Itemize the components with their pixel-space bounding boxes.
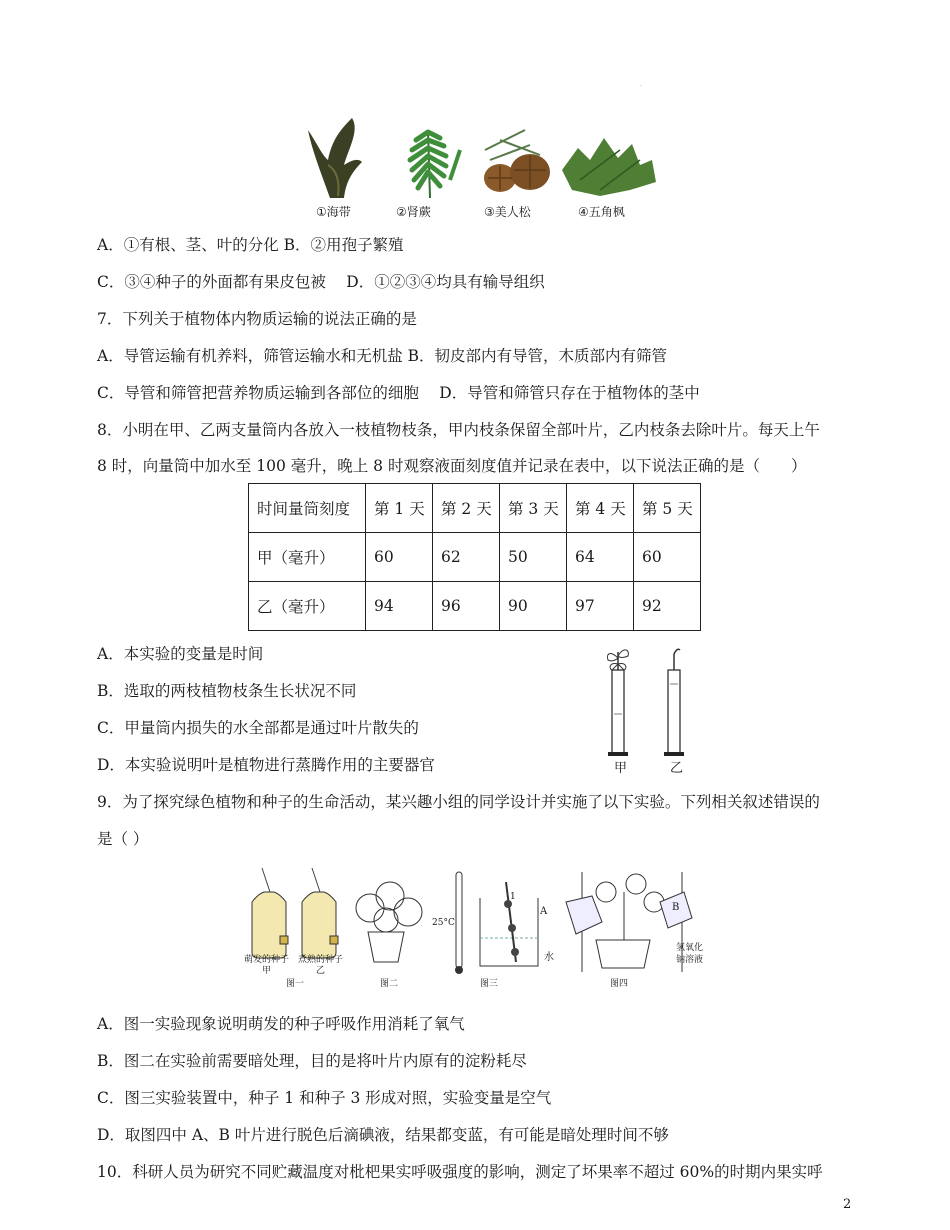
table-header-cell: 第 3 天 bbox=[500, 484, 567, 533]
pine-image bbox=[484, 130, 550, 192]
cylinder-figure bbox=[596, 644, 706, 774]
table-header-cell: 第 2 天 bbox=[433, 484, 500, 533]
q7-stem: 7．下列关于植物体内物质运输的说法正确的是 bbox=[97, 310, 417, 328]
caption-fig4: 图四 bbox=[610, 979, 629, 989]
label-temperature: 25°C bbox=[432, 918, 455, 928]
q8-data-table bbox=[248, 483, 701, 631]
q9-stem-line1: 9．为了探究绿色植物和种子的生命活动，某兴趣小组的同学设计并实施了以下实验。下列相关叙述错误的 bbox=[97, 793, 820, 811]
table-row bbox=[249, 582, 701, 631]
plant-label-kelp: ①海带 bbox=[316, 205, 351, 219]
q7-options-ab: A．导管运输有机养料，筛管运输水和无机盐 B．韧皮部内有导管，木质部内有筛管 bbox=[97, 347, 668, 365]
table-cell: 50 bbox=[500, 533, 567, 582]
label-seed-number: 1 bbox=[510, 892, 516, 902]
q9-option-a: A．图一实验现象说明萌发的种子呼吸作用消耗了氧气 bbox=[97, 1015, 465, 1033]
maple-image bbox=[562, 138, 656, 196]
label-jia: 甲 bbox=[262, 966, 272, 976]
label-leaf-b: B bbox=[672, 902, 680, 913]
table-cell: 97 bbox=[567, 582, 634, 631]
q8-option-c: C．甲量筒内损失的水全部都是通过叶片散失的 bbox=[97, 719, 419, 737]
q9-option-c: C．图三实验装置中，种子 1 和种子 3 形成对照，实验变量是空气 bbox=[97, 1089, 552, 1107]
cylinder-label-jia: 甲 bbox=[614, 761, 628, 776]
table-cell: 64 bbox=[567, 533, 634, 582]
q9-option-d: D．取图四中 A、B 叶片进行脱色后滴碘液，结果都变蓝，有可能是暗处理时间不够 bbox=[97, 1126, 669, 1144]
label-yi: 乙 bbox=[316, 966, 326, 976]
cylinder-label-yi: 乙 bbox=[670, 761, 684, 776]
q7-options-cd: C．导管和筛管把营养物质运输到各部位的细胞 D．导管和筛管只存在于植物体的茎中 bbox=[97, 384, 700, 402]
q6-options-cd: C．③④种子的外面都有果皮包被 D．①②③④均具有输导组织 bbox=[97, 273, 545, 291]
q8-option-a: A．本实验的变量是时间 bbox=[97, 645, 264, 663]
fig2-plant bbox=[356, 882, 422, 962]
caption-fig2: 图二 bbox=[380, 979, 399, 989]
kelp-image bbox=[308, 118, 362, 198]
page-number: 2 bbox=[843, 1197, 852, 1212]
label-naoh-2: 钠溶液 bbox=[676, 955, 704, 965]
plant-label-pine: ③美人松 bbox=[484, 205, 531, 219]
experiment-figure bbox=[240, 862, 710, 990]
cylinder-illustration bbox=[596, 644, 706, 774]
table-header-cell: 第 1 天 bbox=[366, 484, 433, 533]
caption-fig1: 图一 bbox=[286, 979, 305, 989]
label-leaf-a: A bbox=[540, 906, 548, 917]
fig1-jars bbox=[252, 868, 338, 958]
q9-stem-line2: 是（ ） bbox=[97, 830, 149, 848]
plant-label-maple: ④五角枫 bbox=[578, 205, 625, 219]
table-row bbox=[249, 533, 701, 582]
table-header-cell: 第 5 天 bbox=[634, 484, 701, 533]
caption-fig3: 图三 bbox=[480, 979, 499, 989]
table-cell: 60 bbox=[634, 533, 701, 582]
table-cell: 60 bbox=[366, 533, 433, 582]
table-cell: 62 bbox=[433, 533, 500, 582]
label-germinating-seeds: 萌发的种子 bbox=[244, 955, 290, 965]
table-cell: 90 bbox=[500, 582, 567, 631]
table-row-label: 乙（毫升） bbox=[249, 582, 366, 631]
q8-stem-line2: 8 时，向量筒中加水至 100 毫升，晚上 8 时观察液面刻度值并记录在表中，以下说法正确的是（ ） bbox=[97, 457, 807, 475]
label-naoh-1: 氢氧化 bbox=[676, 943, 704, 953]
table-cell: 94 bbox=[366, 582, 433, 631]
table-header-row bbox=[249, 484, 701, 533]
table-row-label: 甲（毫升） bbox=[249, 533, 366, 582]
stray-dot: · bbox=[640, 83, 642, 90]
q6-options-ab: A．①有根、茎、叶的分化 B．②用孢子繁殖 bbox=[97, 236, 404, 254]
q8-option-b: B．选取的两枝植物枝条生长状况不同 bbox=[97, 682, 357, 700]
q8-stem-line1: 8．小明在甲、乙两支量筒内各放入一枝植物枝条，甲内枝条保留全部叶片，乙内枝条去除叶片。每天上午 bbox=[97, 421, 820, 439]
label-cooked-seeds: 煮熟的种子 bbox=[298, 955, 344, 965]
table-cell: 96 bbox=[433, 582, 500, 631]
table-cell: 92 bbox=[634, 582, 701, 631]
plants-figure bbox=[300, 110, 660, 225]
fig3-apparatus bbox=[455, 872, 538, 974]
table-header-cell: 时间量筒刻度 bbox=[249, 484, 366, 533]
q10-stem-line1: 10．科研人员为研究不同贮藏温度对枇杷果实呼吸强度的影响，测定了坏果率不超过 60%的时期内果实呼 bbox=[97, 1163, 823, 1181]
q8-option-d: D．本实验说明叶是植物进行蒸腾作用的主要器官 bbox=[97, 756, 435, 774]
plants-illustration bbox=[300, 110, 660, 205]
fig4-apparatus bbox=[566, 872, 692, 972]
plant-label-fern: ②肾蕨 bbox=[396, 205, 431, 219]
table-header-cell: 第 4 天 bbox=[567, 484, 634, 533]
label-water: 水 bbox=[544, 952, 554, 963]
fern-image bbox=[410, 130, 460, 198]
q9-option-b: B．图二在实验前需要暗处理，目的是将叶片内原有的淀粉耗尽 bbox=[97, 1052, 527, 1070]
experiment-illustration bbox=[240, 862, 710, 990]
